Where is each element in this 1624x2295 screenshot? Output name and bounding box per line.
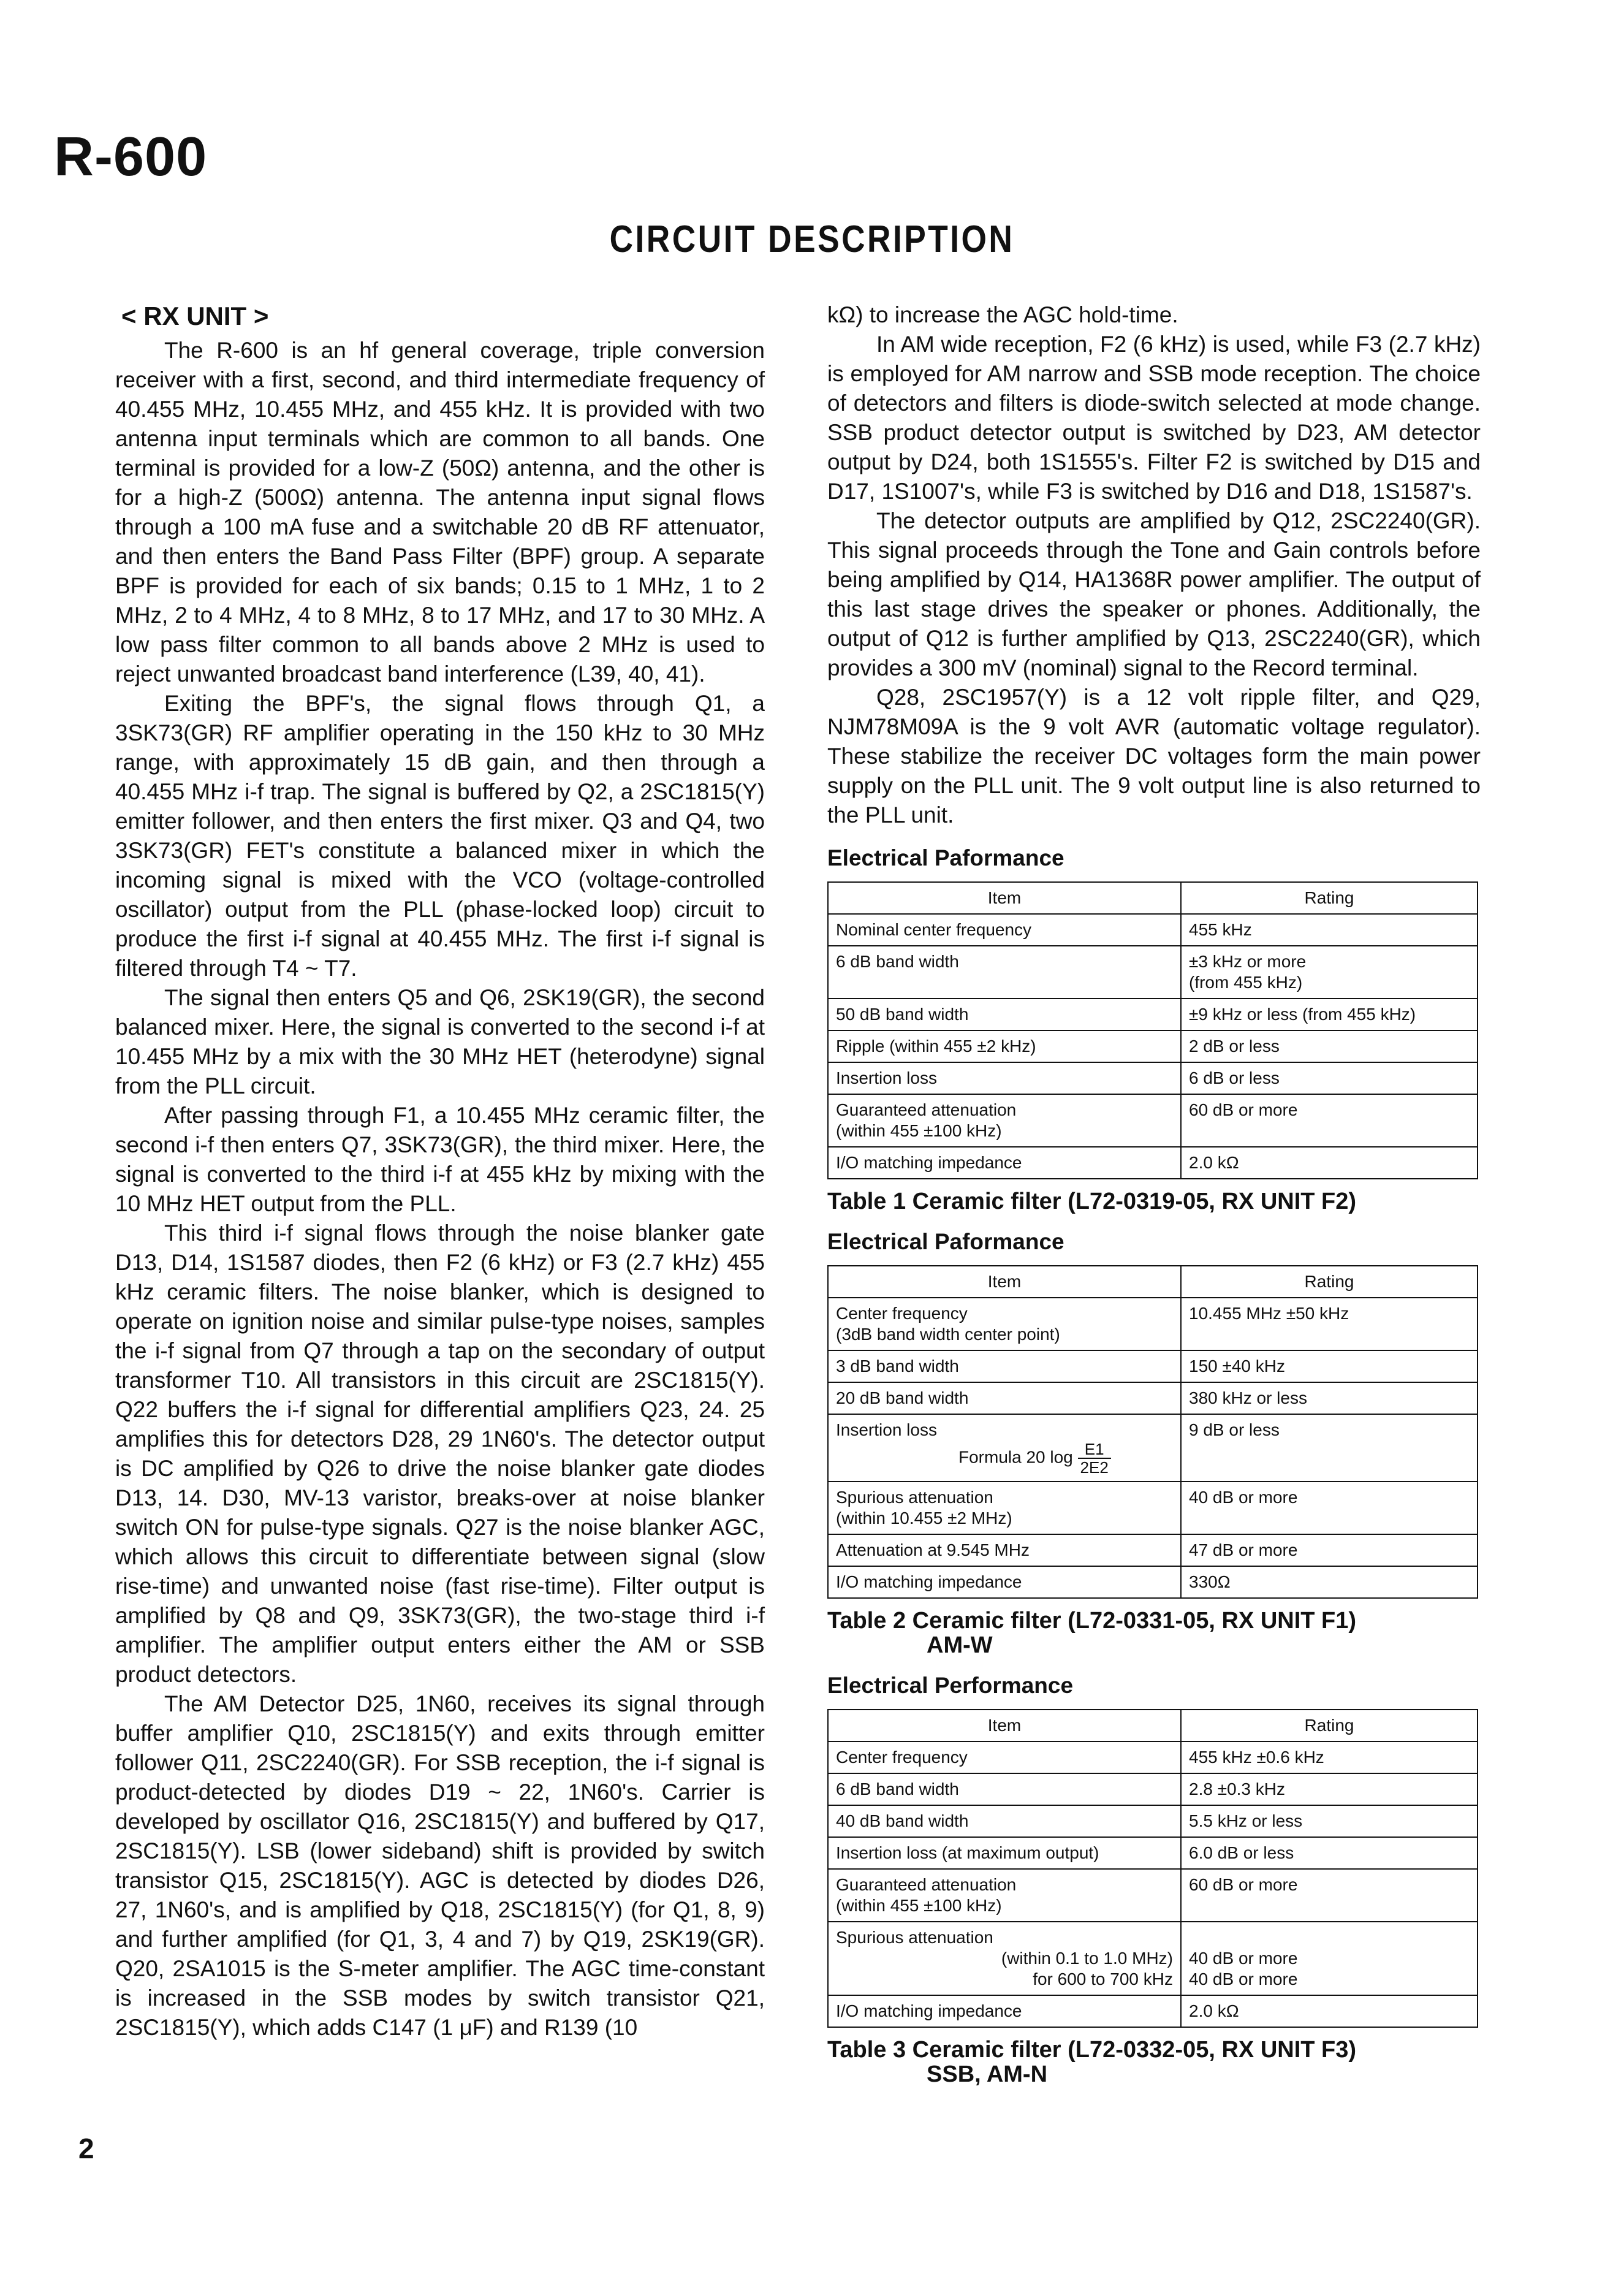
- item-line: (within 455 ±100 kHz): [836, 1896, 1002, 1915]
- section-label: Electrical Paformance: [827, 845, 1064, 870]
- item-sub-line: for 600 to 700 kHz: [1033, 1970, 1173, 1989]
- rating-cell: [1181, 1922, 1478, 1995]
- column-header-rating: Rating: [1181, 1710, 1478, 1741]
- item-cell: [828, 1094, 1181, 1147]
- formula-denominator: 2E2: [1080, 1458, 1109, 1477]
- rating-cell: 150 ±40 kHz: [1181, 1350, 1478, 1382]
- rx-unit-heading: < RX UNIT >: [121, 302, 269, 330]
- rating-line: 40 dB or more: [1189, 1970, 1298, 1989]
- paragraph: Q28, 2SC1957(Y) is a 12 volt ripple filter, and Q29, NJM78M09A is the 9 volt AVR (automatic voltage regulator). These stabilize the receiver DC voltages form the main power supply on the PLL unit. The 9 volt output line is also returned to the PLL unit.: [827, 685, 1481, 828]
- item-cell: Insertion loss (at maximum output): [828, 1837, 1181, 1869]
- item-cell: [828, 1482, 1181, 1534]
- item-line: Spurious attenuation: [836, 1928, 993, 1947]
- paragraph: After passing through F1, a 10.455 MHz ceramic filter, the second i-f then enters Q7, 3SK73(GR), the third mixer. Here, the signal is converted to the third i-f at 455 kHz by mixing with the 10 MHz HET output from the PLL.: [115, 1103, 765, 1216]
- rating-cell: 6 dB or less: [1181, 1062, 1478, 1094]
- item-cell: Ripple (within 455 ±2 kHz): [828, 1030, 1181, 1062]
- table-row: [828, 1030, 1478, 1062]
- page-number: 2: [78, 2133, 94, 2164]
- table-row: [828, 999, 1478, 1030]
- item-cell: 6 dB band width: [828, 946, 1181, 999]
- rating-line: 40 dB or more: [1189, 1949, 1298, 1968]
- column-header-rating: Rating: [1181, 882, 1478, 914]
- item-line: (within 455 ±100 kHz): [836, 1121, 1002, 1140]
- paragraph: In AM wide reception, F2 (6 kHz) is used, while F3 (2.7 kHz) is employed for AM narrow and SSB mode reception. The choice of detectors and filters is diode-switch selected at mode change. SSB product detector output is switched by D23, AM detector output by D24, both 1S1555's. Filter F2 is switched by D15 and D17, 1S1007's, while F3 is switched by D16 and D18, 1S1587's.: [827, 332, 1481, 504]
- column-header-rating: Rating: [1181, 1266, 1478, 1298]
- spec-table-3: [827, 1709, 1478, 2028]
- item-cell: 3 dB band width: [828, 1350, 1181, 1382]
- table-row: [828, 1482, 1478, 1534]
- rating-line: (from 455 kHz): [1189, 973, 1303, 992]
- table-row: [828, 1995, 1478, 2027]
- left-column: [115, 302, 765, 2042]
- insertion-loss-formula: [836, 1441, 1173, 1476]
- item-line: Insertion loss: [836, 1420, 937, 1439]
- rating-cell: 47 dB or more: [1181, 1534, 1478, 1566]
- item-cell: Attenuation at 9.545 MHz: [828, 1534, 1181, 1566]
- spec-table-2: [827, 1265, 1478, 1599]
- item-cell: [828, 1869, 1181, 1922]
- model-name: R-600: [54, 126, 208, 188]
- rating-cell: 60 dB or more: [1181, 1094, 1478, 1147]
- rating-cell: 60 dB or more: [1181, 1869, 1478, 1922]
- rating-cell: 10.455 MHz ±50 kHz: [1181, 1298, 1478, 1350]
- paragraph: The AM Detector D25, 1N60, receives its signal through buffer amplifier Q10, 2SC1815(Y) and exits through emitter follower Q11, 2SC2240(GR). For SSB reception, the i-f signal is product-detected by diodes D19 ~ 22, 1N60's. Carrier is developed by oscillator Q16, 2SC1815(Y) and buffered by Q17, 2SC1815(Y). LSB (lower sideband) shift is provided by switch transistor Q15, 2SC1815(Y). AGC is detected by diodes D26, 27, 1N60's, and is amplified by Q18, 2SC1815(Y) (for Q1, 8, 9) and further amplified (for Q1, 3, 4 and 7) by Q19, 2SK19(GR). Q20, 2SA1015 is the S-meter amplifier. The AGC time-constant is increased in the SSB modes by switch transistor Q21, 2SC1815(Y), which adds C147 (1 μF) and R139 (10: [115, 1691, 765, 2040]
- item-line: Center frequency: [836, 1304, 968, 1323]
- item-sub-line: (within 0.1 to 1.0 MHz): [1001, 1949, 1173, 1968]
- formula-numerator: E1: [1078, 1441, 1111, 1459]
- rating-line: ±3 kHz or more: [1189, 952, 1307, 971]
- item-cell: Nominal center frequency: [828, 914, 1181, 946]
- item-cell: 20 dB band width: [828, 1382, 1181, 1414]
- item-line: Spurious attenuation: [836, 1488, 993, 1507]
- table-row: [828, 1773, 1478, 1805]
- item-cell: 40 dB band width: [828, 1805, 1181, 1837]
- table-row: [828, 1298, 1478, 1350]
- page-title: CIRCUIT DESCRIPTION: [609, 218, 1015, 261]
- rating-cell: 40 dB or more: [1181, 1482, 1478, 1534]
- table-row: [828, 1566, 1478, 1598]
- section-label: Electrical Paformance: [827, 1229, 1064, 1254]
- table-row: [828, 1869, 1478, 1922]
- table-header-row: [828, 1266, 1478, 1298]
- item-line: Guaranteed attenuation: [836, 1100, 1017, 1119]
- item-line: (within 10.455 ±2 MHz): [836, 1509, 1012, 1528]
- item-cell: I/O matching impedance: [828, 1566, 1181, 1598]
- item-cell: [828, 1922, 1181, 1995]
- rating-cell: 2.0 kΩ: [1181, 1995, 1478, 2027]
- caption-text: Table 1 Ceramic filter (L72-0319-05, RX UNIT F2): [827, 1189, 1357, 1214]
- rating-cell: 2 dB or less: [1181, 1030, 1478, 1062]
- table-header-row: [828, 1710, 1478, 1741]
- table-row: [828, 1414, 1478, 1482]
- rating-cell: 2.8 ±0.3 kHz: [1181, 1773, 1478, 1805]
- item-cell: I/O matching impedance: [828, 1147, 1181, 1179]
- rating-cell: 455 kHz ±0.6 kHz: [1181, 1741, 1478, 1773]
- rating-cell: 2.0 kΩ: [1181, 1147, 1478, 1179]
- paragraph: The R-600 is an hf general coverage, triple conversion receiver with a first, second, and third intermediate frequency of 40.455 MHz, 10.455 MHz, and 455 kHz. It is provided with two antenna input terminals which are common to all bands. One terminal is provided for a low-Z (50Ω) antenna, and the other is for a high-Z (500Ω) antenna. The antenna input signal flows through a 100 mA fuse and a switchable 20 dB RF attenuator, and then enters the Band Pass Filter (BPF) group. A separate BPF is provided for each of six bands; 0.15 to 1 MHz, 1 to 2 MHz, 2 to 4 MHz, 4 to 8 MHz, 8 to 17 MHz, and 17 to 30 MHz. A low pass filter common to all bands above 2 MHz is used to reject unwanted broadcast band interference (L39, 40, 41).: [115, 338, 765, 687]
- caption-text: Table 3 Ceramic filter (L72-0332-05, RX UNIT F3): [827, 2037, 1357, 2063]
- table-caption: [827, 1608, 1481, 1658]
- paragraph-continuation: kΩ) to increase the AGC hold-time.: [827, 302, 1178, 327]
- column-header-item: Item: [828, 1266, 1181, 1298]
- caption-text: Table 2 Ceramic filter (L72-0331-05, RX UNIT F1): [827, 1608, 1357, 1634]
- table-row: [828, 1534, 1478, 1566]
- table-row: [828, 1147, 1478, 1179]
- item-line: (3dB band width center point): [836, 1325, 1060, 1344]
- item-cell: Insertion loss: [828, 1062, 1181, 1094]
- item-line: Guaranteed attenuation: [836, 1875, 1017, 1894]
- column-header-item: Item: [828, 882, 1181, 914]
- paragraph: The detector outputs are amplified by Q12, 2SC2240(GR). This signal proceeds through the Tone and Gain controls before being amplified by Q14, HA1368R power amplifier. The output of this last stage drives the speaker or phones. Additionally, the output of Q12 is further amplified by Q13, 2SC2240(GR), which provides a 300 mV (nominal) signal to the Record terminal.: [827, 508, 1481, 680]
- column-header-item: Item: [828, 1710, 1181, 1741]
- item-cell: [828, 1414, 1181, 1482]
- item-cell: 6 dB band width: [828, 1773, 1181, 1805]
- table-row: [828, 1922, 1478, 1995]
- rating-cell: 9 dB or less: [1181, 1414, 1478, 1482]
- table-caption: [827, 1189, 1481, 1214]
- rating-cell: 5.5 kHz or less: [1181, 1805, 1478, 1837]
- table-row: [828, 1062, 1478, 1094]
- rating-cell: 380 kHz or less: [1181, 1382, 1478, 1414]
- table-caption: [827, 2038, 1481, 2087]
- caption-continuation: AM-W: [927, 1632, 993, 1658]
- rating-cell: 455 kHz: [1181, 914, 1478, 946]
- item-cell: [828, 1298, 1181, 1350]
- rating-cell: 6.0 dB or less: [1181, 1837, 1478, 1869]
- paragraph: The signal then enters Q5 and Q6, 2SK19(GR), the second balanced mixer. Here, the signal is converted to the second i-f at 10.455 MHz by a mix with the 30 MHz HET (heterodyne) signal from the PLL circuit.: [115, 985, 765, 1098]
- rating-cell: [1181, 946, 1478, 999]
- formula-label: Formula 20 log: [958, 1447, 1073, 1467]
- table-row: [828, 1741, 1478, 1773]
- table-header-row: [828, 882, 1478, 914]
- item-cell: I/O matching impedance: [828, 1995, 1181, 2027]
- paragraph: Exiting the BPF's, the signal flows through Q1, a 3SK73(GR) RF amplifier operating in the 150 kHz to 30 MHz range, with approximately 15 dB gain, and then through a 40.455 MHz i-f trap. The signal is buffered by Q2, a 2SC1815(Y) emitter follower, and then enters the first mixer. Q3 and Q4, two 3SK73(GR) FET's constitute a balanced mixer in which the incoming signal is mixed with the VCO (voltage-controlled oscillator) output from the PLL (phase-locked loop) circuit to produce the first i-f signal at 40.455 MHz. The first i-f signal is filtered through T4 ~ T7.: [115, 691, 765, 981]
- formula-fraction: [1078, 1441, 1111, 1476]
- spec-table-1: [827, 881, 1478, 1179]
- table-row: [828, 1837, 1478, 1869]
- paragraph: This third i-f signal flows through the noise blanker gate D13, D14, 1S1587 diodes, then F2 (6 kHz) or F3 (2.7 kHz) 455 kHz ceramic filters. The noise blanker, which is designed to operate on ignition noise and similar pulse-type noises, samples the i-f signal from Q7 through a tap on the secondary of output transformer T10. All transistors in this circuit are 2SC1815(Y). Q22 buffers the i-f signal for differential amplifiers Q23, 24. 25 amplifies this for detectors D28, 29 1N60's. The detector output is DC amplified by Q26 to drive the noise blanker gate diodes D13, 14. D30, MV-13 varistor, breaks-over at noise blanker switch ON for pulse-type signals. Q27 is the noise blanker AGC, which allows this circuit to differentiate between signal (slow rise-time) and unwanted noise (fast rise-time). Filter output is amplified by Q8 and Q9, 3SK73(GR), the two-stage third i-f amplifier. The amplifier output enters either the AM or SSB product detectors.: [115, 1220, 765, 1687]
- right-column: [827, 300, 1481, 2090]
- section-label: Electrical Performance: [827, 1673, 1074, 1698]
- table-row: [828, 946, 1478, 999]
- rating-cell: 330Ω: [1181, 1566, 1478, 1598]
- table-row: [828, 1805, 1478, 1837]
- table-row: [828, 1094, 1478, 1147]
- table-row: [828, 1382, 1478, 1414]
- caption-continuation: SSB, AM-N: [927, 2061, 1048, 2087]
- rating-cell: ±9 kHz or less (from 455 kHz): [1181, 999, 1478, 1030]
- item-cell: Center frequency: [828, 1741, 1181, 1773]
- table-row: [828, 914, 1478, 946]
- item-cell: 50 dB band width: [828, 999, 1181, 1030]
- table-row: [828, 1350, 1478, 1382]
